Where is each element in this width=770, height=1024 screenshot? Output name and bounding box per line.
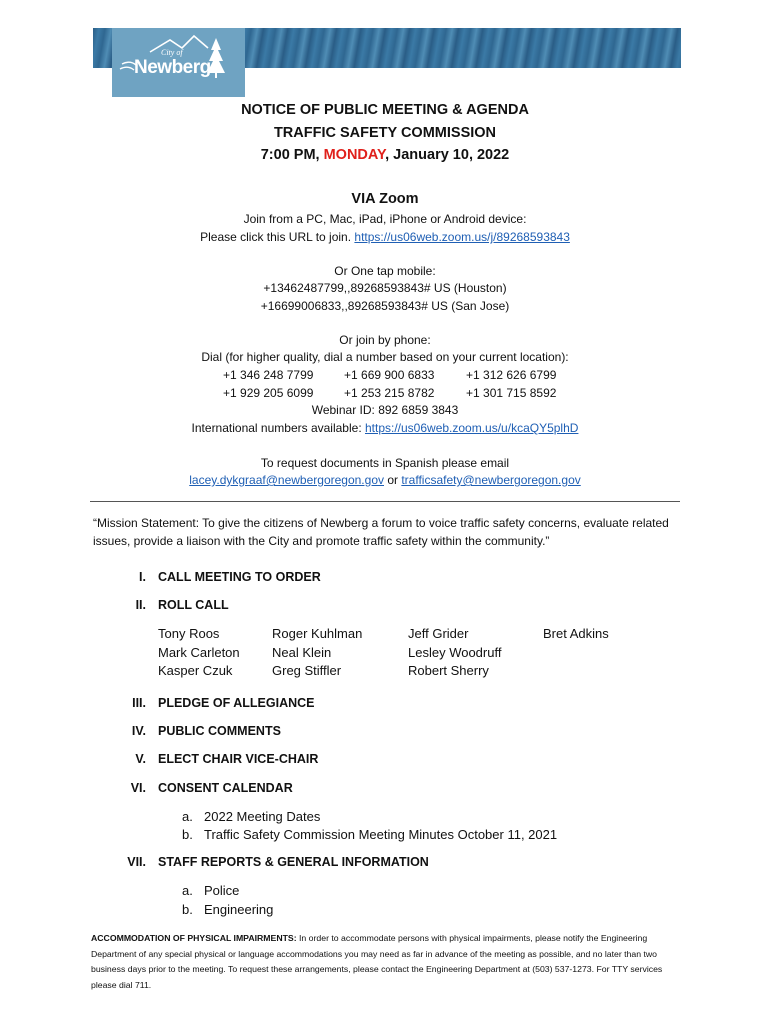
zoom-heading: VIA Zoom [351, 191, 419, 207]
agenda-number: V. [135, 752, 146, 766]
roll-call-name: Roger Kuhlman [272, 626, 363, 641]
agenda-item-public-comments: PUBLIC COMMENTS [158, 724, 281, 738]
dial-note: Dial (for higher quality, dial a number based on your current location): [201, 350, 569, 364]
roll-call-name: Kasper Czuk [158, 663, 233, 678]
webinar-id: Webinar ID: 892 6859 3843 [311, 403, 459, 417]
roll-call-name: Robert Sherry [408, 663, 489, 678]
sub-item-letter: a. [182, 809, 193, 824]
phone-number: +1 346 248 7799 [223, 368, 314, 382]
staff-item: Engineering [204, 902, 274, 917]
agenda-number: VI. [130, 781, 146, 795]
sub-item-letter: b. [182, 827, 193, 842]
agenda-number: IV. [131, 724, 146, 738]
roll-call-name: Jeff Grider [408, 626, 469, 641]
roll-call-name: Mark Carleton [158, 645, 240, 660]
agenda-number: II. [135, 598, 146, 612]
intl-numbers-line [0, 421, 770, 435]
section-divider [90, 501, 680, 502]
spanish-request-text: To request documents in Spanish please email [260, 456, 510, 470]
phone-number: +1 312 626 6799 [466, 368, 557, 382]
phone-number: +1 301 715 8592 [466, 386, 557, 400]
phone-heading: Or join by phone: [339, 333, 431, 347]
agenda-item-elect-chair: ELECT CHAIR VICE-CHAIR [158, 752, 319, 766]
agenda-number: VII. [127, 855, 146, 869]
consent-item: 2022 Meeting Dates [204, 809, 321, 824]
staff-item: Police [204, 883, 240, 898]
roll-call-name: Bret Adkins [543, 626, 609, 641]
consent-item: Traffic Safety Commission Meeting Minutes October 11, 2021 [204, 827, 558, 842]
agenda-item-pledge: PLEDGE OF ALLEGIANCE [158, 696, 315, 710]
email-lacey-link[interactable]: lacey.dykgraaf@newbergoregon.gov [189, 473, 384, 487]
phone-number: +1 669 900 6833 [344, 368, 435, 382]
sub-item-letter: b. [182, 902, 193, 917]
accommodation-label: ACCOMMODATION OF PHYSICAL IMPAIRMENTS: [91, 933, 297, 943]
agenda-item-roll-call: ROLL CALL [158, 598, 229, 612]
tap-heading: Or One tap mobile: [334, 264, 436, 278]
intl-numbers-link[interactable]: https://us06web.zoom.us/u/kcaQY5plhD [364, 421, 579, 435]
agenda-item-call-to-order: CALL MEETING TO ORDER [158, 570, 321, 584]
agenda-number: I. [139, 570, 146, 584]
tap-number-sanjose: +16699006833,,89268593843# US (San Jose) [260, 299, 510, 313]
email-or-text: or [384, 473, 402, 487]
agenda-item-staff-reports: STAFF REPORTS & GENERAL INFORMATION [158, 855, 429, 869]
agenda-item-consent-calendar: CONSENT CALENDAR [158, 781, 293, 795]
email-trafficsafety-link[interactable]: trafficsafety@newbergoregon.gov [401, 473, 581, 487]
intl-prefix: International numbers available: [191, 421, 365, 435]
meeting-date: , January 10, 2022 [385, 147, 510, 163]
sub-item-letter: a. [182, 883, 193, 898]
join-url-line [0, 230, 770, 244]
email-line [0, 473, 770, 487]
meeting-datetime [0, 147, 770, 163]
tap-number-houston: +13462487799,,89268593843# US (Houston) [263, 281, 507, 295]
meeting-day: MONDAY [323, 147, 386, 163]
meeting-time: 7:00 PM, [260, 147, 324, 163]
agenda-number: III. [132, 696, 146, 710]
logo-name-text: Newberg [134, 57, 211, 78]
logo-city-text: City of [161, 48, 183, 57]
notice-title: NOTICE OF PUBLIC MEETING & AGENDA [241, 102, 529, 118]
join-url-link[interactable]: https://us06web.zoom.us/j/89268593843 [354, 230, 570, 244]
accommodation-text: In order to accommodate persons with physical impairments, please notify the Engineering Department of any special physical or language accommodations you may need as far in advance of the meeting as possible, and no later than two business days prior to the meeting. To request these arrangements, please contact the Engineering Department at (503) 537-1273. For TTY services please dial 711. [91, 933, 663, 990]
roll-call-name: Neal Klein [272, 645, 332, 660]
roll-call-name: Tony Roos [158, 626, 220, 641]
phone-number: +1 253 215 8782 [344, 386, 435, 400]
newberg-logo [112, 28, 245, 97]
phone-number: +1 929 205 6099 [223, 386, 314, 400]
mission-statement: “Mission Statement: To give the citizens of Newberg a forum to voice traffic safety concerns, evaluate related issues, provide a liaison with the City and promote traffic safety within the community.” [93, 516, 669, 548]
roll-call-name: Lesley Woodruff [408, 645, 502, 660]
commission-title: TRAFFIC SAFETY COMMISSION [273, 125, 497, 141]
accommodation-notice [91, 931, 681, 993]
join-device-text: Join from a PC, Mac, iPad, iPhone or Android device: [243, 212, 527, 226]
roll-call-name: Greg Stiffler [272, 663, 342, 678]
join-url-prefix: Please click this URL to join. [200, 230, 355, 244]
